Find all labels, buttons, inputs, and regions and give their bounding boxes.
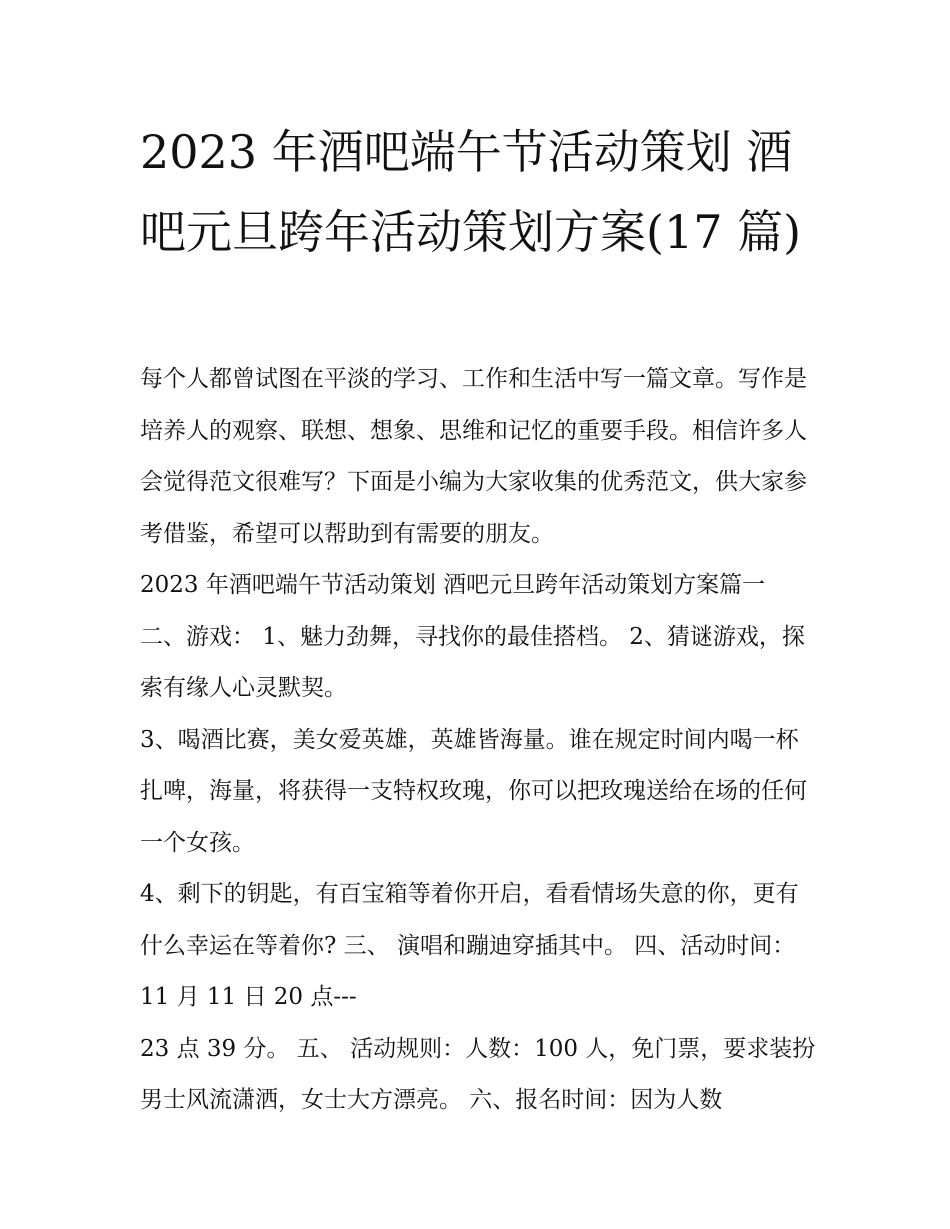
- document-title: 2023 年酒吧端午节活动策划 酒吧元旦跨年活动策划方案(17 篇): [140, 125, 802, 259]
- paragraph-rules: 23 点 39 分。 五、 活动规则：人数：100 人，免门票，要求装扮男士风流潇洒，女士大方漂亮。 六、报名时间：因为人数: [140, 1035, 816, 1113]
- paragraph-games: 二、游戏： 1、魅力劲舞，寻找你的最佳搭档。 2、猜谜游戏，探索有缘人心灵默契。: [140, 623, 805, 701]
- paragraph-drinking-contest: 3、喝酒比赛，美女爱英雄，英雄皆海量。谁在规定时间内喝一杯扎啤，海量，将获得一支特权玫瑰，你可以把玫瑰送给在场的任何一个女孩。: [140, 726, 807, 856]
- paragraph-treasure-box: 4、剩下的钥匙，有百宝箱等着你开启，看看情场失意的你，更有什么幸运在等着你? 三、 演唱和蹦迪穿插其中。 四、活动时间：11 月 11 日 20 点---: [140, 881, 799, 1010]
- document-body: [140, 354, 820, 1127]
- paragraph-section-heading: 2023 年酒吧端午节活动策划 酒吧元旦跨年活动策划方案篇一: [140, 572, 766, 598]
- paragraph-intro: 每个人都曾试图在平淡的学习、工作和生活中写一篇文章。写作是培养人的观察、联想、想象、思维和记忆的重要手段。相信许多人会觉得范文很难写？下面是小编为大家收集的优秀范文，供大家参考借鉴，希望可以帮助到有需要的朋友。: [140, 366, 807, 547]
